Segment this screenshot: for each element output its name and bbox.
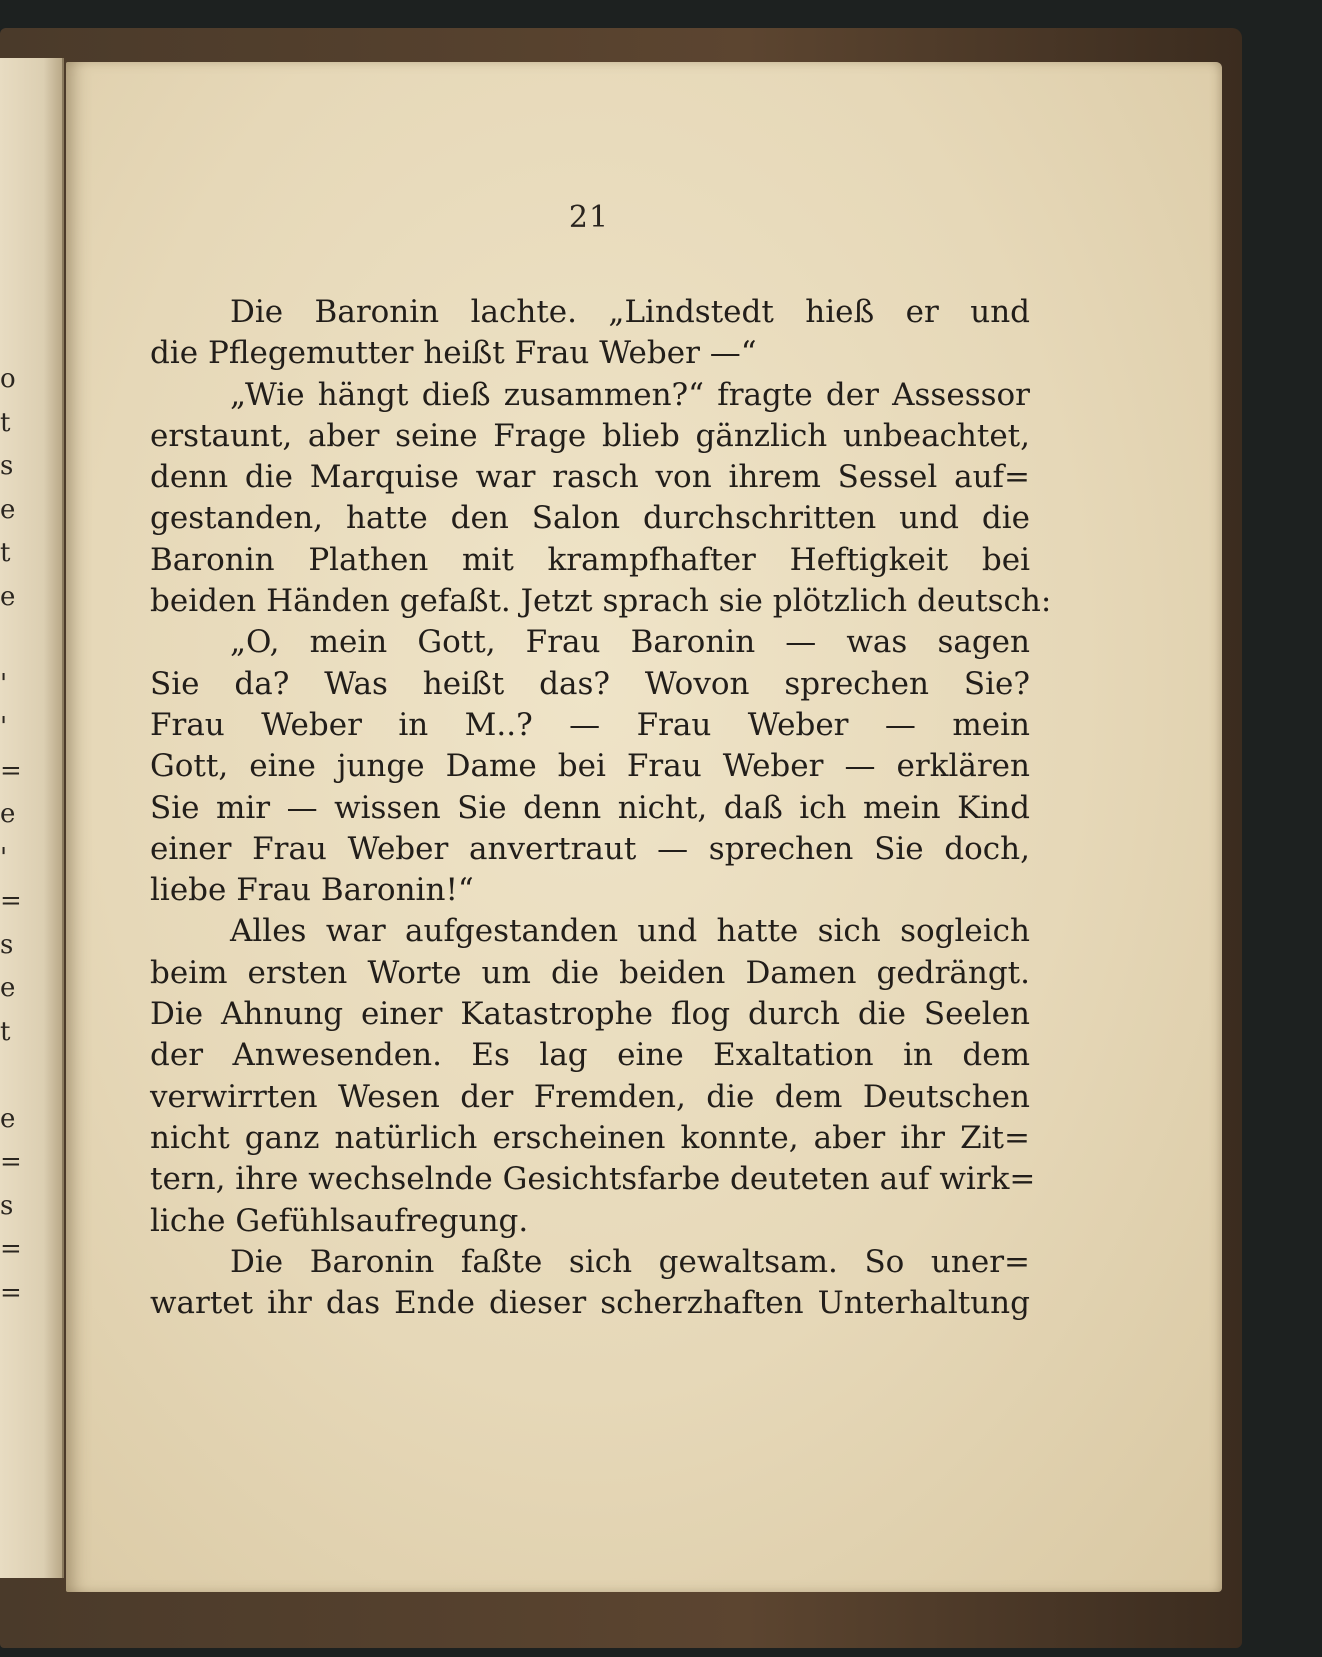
text-line: Alles war aufgestanden und hatte sich sogleich <box>230 913 1030 950</box>
text-line: Die Baronin lachte. „Lindstedt hieß er und <box>230 294 1030 330</box>
text-line: beim ersten Worte um die beiden Damen gedrängt. <box>150 954 1030 991</box>
margin-letter: = <box>0 1147 22 1177</box>
margin-letter: = <box>0 1234 22 1264</box>
text-line: der Anwesenden. Es lag eine Exaltation in dem <box>150 1037 1030 1074</box>
text-line: Sie mir — wissen Sie denn nicht, daß ich mein Kind <box>150 789 1030 826</box>
margin-letter: = <box>0 755 22 786</box>
text-line: „O, mein Gott, Frau Baronin — was sagen <box>230 624 1030 661</box>
text-line: Die Ahnung einer Katastrophe flog durch die Seelen <box>150 996 1030 1033</box>
margin-letter: e <box>0 799 16 829</box>
text-line: einer Frau Weber anvertraut — sprechen Sie doch, <box>150 830 1030 867</box>
text-line: die Pflegemutter heißt Frau Weber —“ <box>150 335 757 372</box>
margin-letter: t <box>0 538 11 568</box>
text-line: erstaunt, aber seine Frage blieb gänzlich unbeachtet, <box>150 417 1030 454</box>
margin-letter: o <box>0 364 16 394</box>
text-line: „Wie hängt dieß zusammen?“ fragte der Assessor <box>230 376 1030 413</box>
margin-letter: s <box>0 929 14 960</box>
margin-letter: s <box>0 451 14 481</box>
page-body-text <box>150 292 1052 1324</box>
previous-page-edge <box>0 58 64 1578</box>
margin-letter: t <box>0 407 11 438</box>
margin-letter: t <box>0 1016 11 1047</box>
margin-letter: = <box>0 886 22 916</box>
text-line: gestanden, hatte den Salon durchschritten und die <box>150 500 1030 537</box>
margin-letter: e <box>0 973 16 1003</box>
margin-letter: s <box>0 1190 14 1221</box>
margin-letter: = <box>0 1277 22 1308</box>
margin-letter: ' <box>0 842 8 873</box>
previous-page-line-endings <box>0 358 20 1315</box>
text-line: Sie da? Was heißt das? Wovon sprechen Sie? <box>150 665 1030 702</box>
margin-letter <box>0 619 20 663</box>
text-line: nicht ganz natürlich erscheinen konnte, aber ihr Zit= <box>150 1119 1030 1156</box>
text-line: Frau Weber in M..? — Frau Weber — mein <box>150 706 1030 743</box>
margin-letter: e <box>0 581 16 612</box>
text-line: beiden Händen gefaßt. Jetzt sprach sie plötzlich deutsch: <box>150 583 1052 620</box>
margin-letter: ' <box>0 668 8 699</box>
text-line: denn die Marquise war rasch von ihrem Sessel auf= <box>150 459 1030 496</box>
text-line: tern, ihre wechselnde Gesichtsfarbe deuteten auf wirk= <box>150 1161 1036 1198</box>
text-line: liche Gefühlsaufregung. <box>150 1202 529 1239</box>
text-line: Gott, eine junge Dame bei Frau Weber — erklären <box>150 748 1030 785</box>
text-line: liebe Frau Baronin!“ <box>150 872 474 909</box>
margin-letter: e <box>0 494 16 525</box>
margin-letter: e <box>0 1103 16 1134</box>
text-line: Die Baronin faßte sich gewaltsam. So uner= <box>230 1243 1030 1280</box>
margin-letter: ' <box>0 712 8 742</box>
text-line: wartet ihr das Ende dieser scherzhaften Unterhaltung <box>150 1285 1030 1322</box>
margin-letter <box>0 1054 20 1098</box>
page-number: 21 <box>568 200 610 235</box>
text-line: Baronin Plathen mit krampfhafter Heftigkeit bei <box>150 541 1030 578</box>
text-line: verwirrten Wesen der Fremden, die dem Deutschen <box>150 1078 1030 1115</box>
